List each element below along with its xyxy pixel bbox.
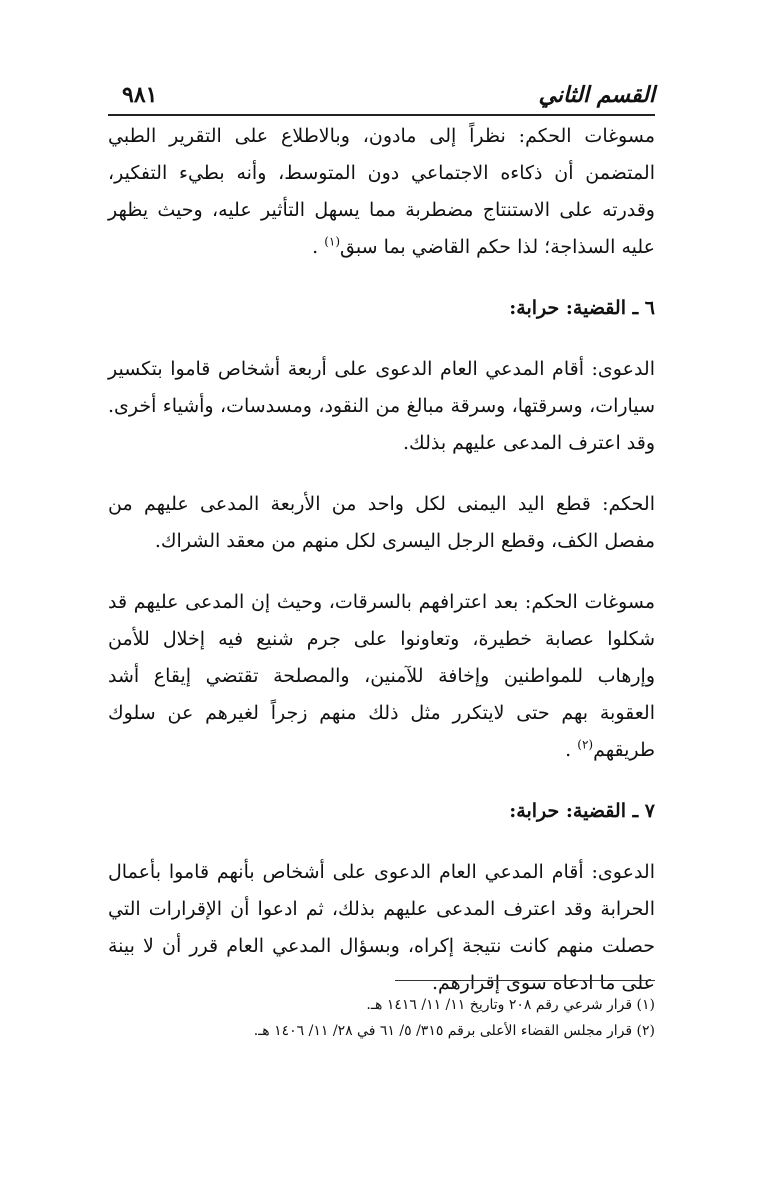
running-title: القسم الثاني [538, 82, 655, 108]
footnote-1: (١) قرار شرعي رقم ٢٠٨ وتاريخ ١١/ ١١/ ١٤١٦ هـ. [366, 997, 655, 1013]
page-number: ٩٨١ [122, 82, 158, 108]
main-text [108, 118, 655, 1026]
case-6-heading: ٦ ـ القضية: حرابة: [509, 297, 655, 319]
paragraph-text: مسوغات الحكم: بعد اعترافهم بالسرقات، وحيث إن المدعى عليهم قد شكلوا عصابة خطيرة، وتعاونوا على جرم شنيع فيه إخلال للأمن وإرهاب للمواطنين وإخافة للآمنين، والمصلحة تقتضي إيقاع أشد العقوبة بهم حتى لايتكرر مثل ذلك منهم زجراً لغيرهم عن سلوك طريقهم [108, 591, 655, 761]
paragraph-end: . [312, 236, 319, 258]
paragraph-justification-6 [108, 584, 655, 769]
paragraph-end: . [565, 739, 572, 761]
footnotes [108, 992, 655, 1044]
footnote-2: (٢) قرار مجلس القضاء الأعلى برقم ٣١٥/ ٥/ ٦١ في ٢٨/ ١١/ ١٤٠٦ هـ. [253, 1023, 655, 1039]
paragraph-claim-7: الدعوى: أقام المدعي العام الدعوى على أشخاص بأنهم قاموا بأعمال الحرابة وقد اعترف المدعى عليهم بذلك، ثم ادعوا أن الإقرارات التي حصلت منهم كانت نتيجة إكراه، وبسؤال المدعي العام قرر أن لا بينة على ما ادعاه سوى إقرارهم. [108, 861, 655, 994]
paragraph-text: مسوغات الحكم: نظراً إلى مادون، وبالاطلاع على التقرير الطبي المتضمن أن ذكاءه الاجتماعي دون المتوسط، وأنه بطيء التفكير، وقدرته على الاستنتاج مضطربة مما يسهل التأثير عليه، وحيث يظهر عليه السذاجة؛ لذا حكم القاضي بما سبق [108, 125, 655, 258]
footnote-divider [395, 980, 655, 981]
paragraph-justification-1 [108, 118, 655, 266]
case-7-heading: ٧ ـ القضية: حرابة: [509, 800, 655, 822]
paragraph-claim-6: الدعوى: أقام المدعي العام الدعوى على أربعة أشخاص قاموا بتكسير سيارات، وسرقتها، وسرقة مبالغ من النقود، ومسدسات، وأشياء أخرى. وقد اعترف المدعى عليهم بذلك. [108, 358, 655, 454]
footnote-ref-2: (٢) [577, 737, 594, 752]
page-header [108, 80, 655, 116]
footnote-ref-1: (١) [324, 234, 341, 249]
paragraph-ruling-6: الحكم: قطع اليد اليمنى لكل واحد من الأربعة المدعى عليهم من مفصل الكف، وقطع الرجل اليسرى لكل منهم من معقد الشراك. [108, 493, 655, 552]
